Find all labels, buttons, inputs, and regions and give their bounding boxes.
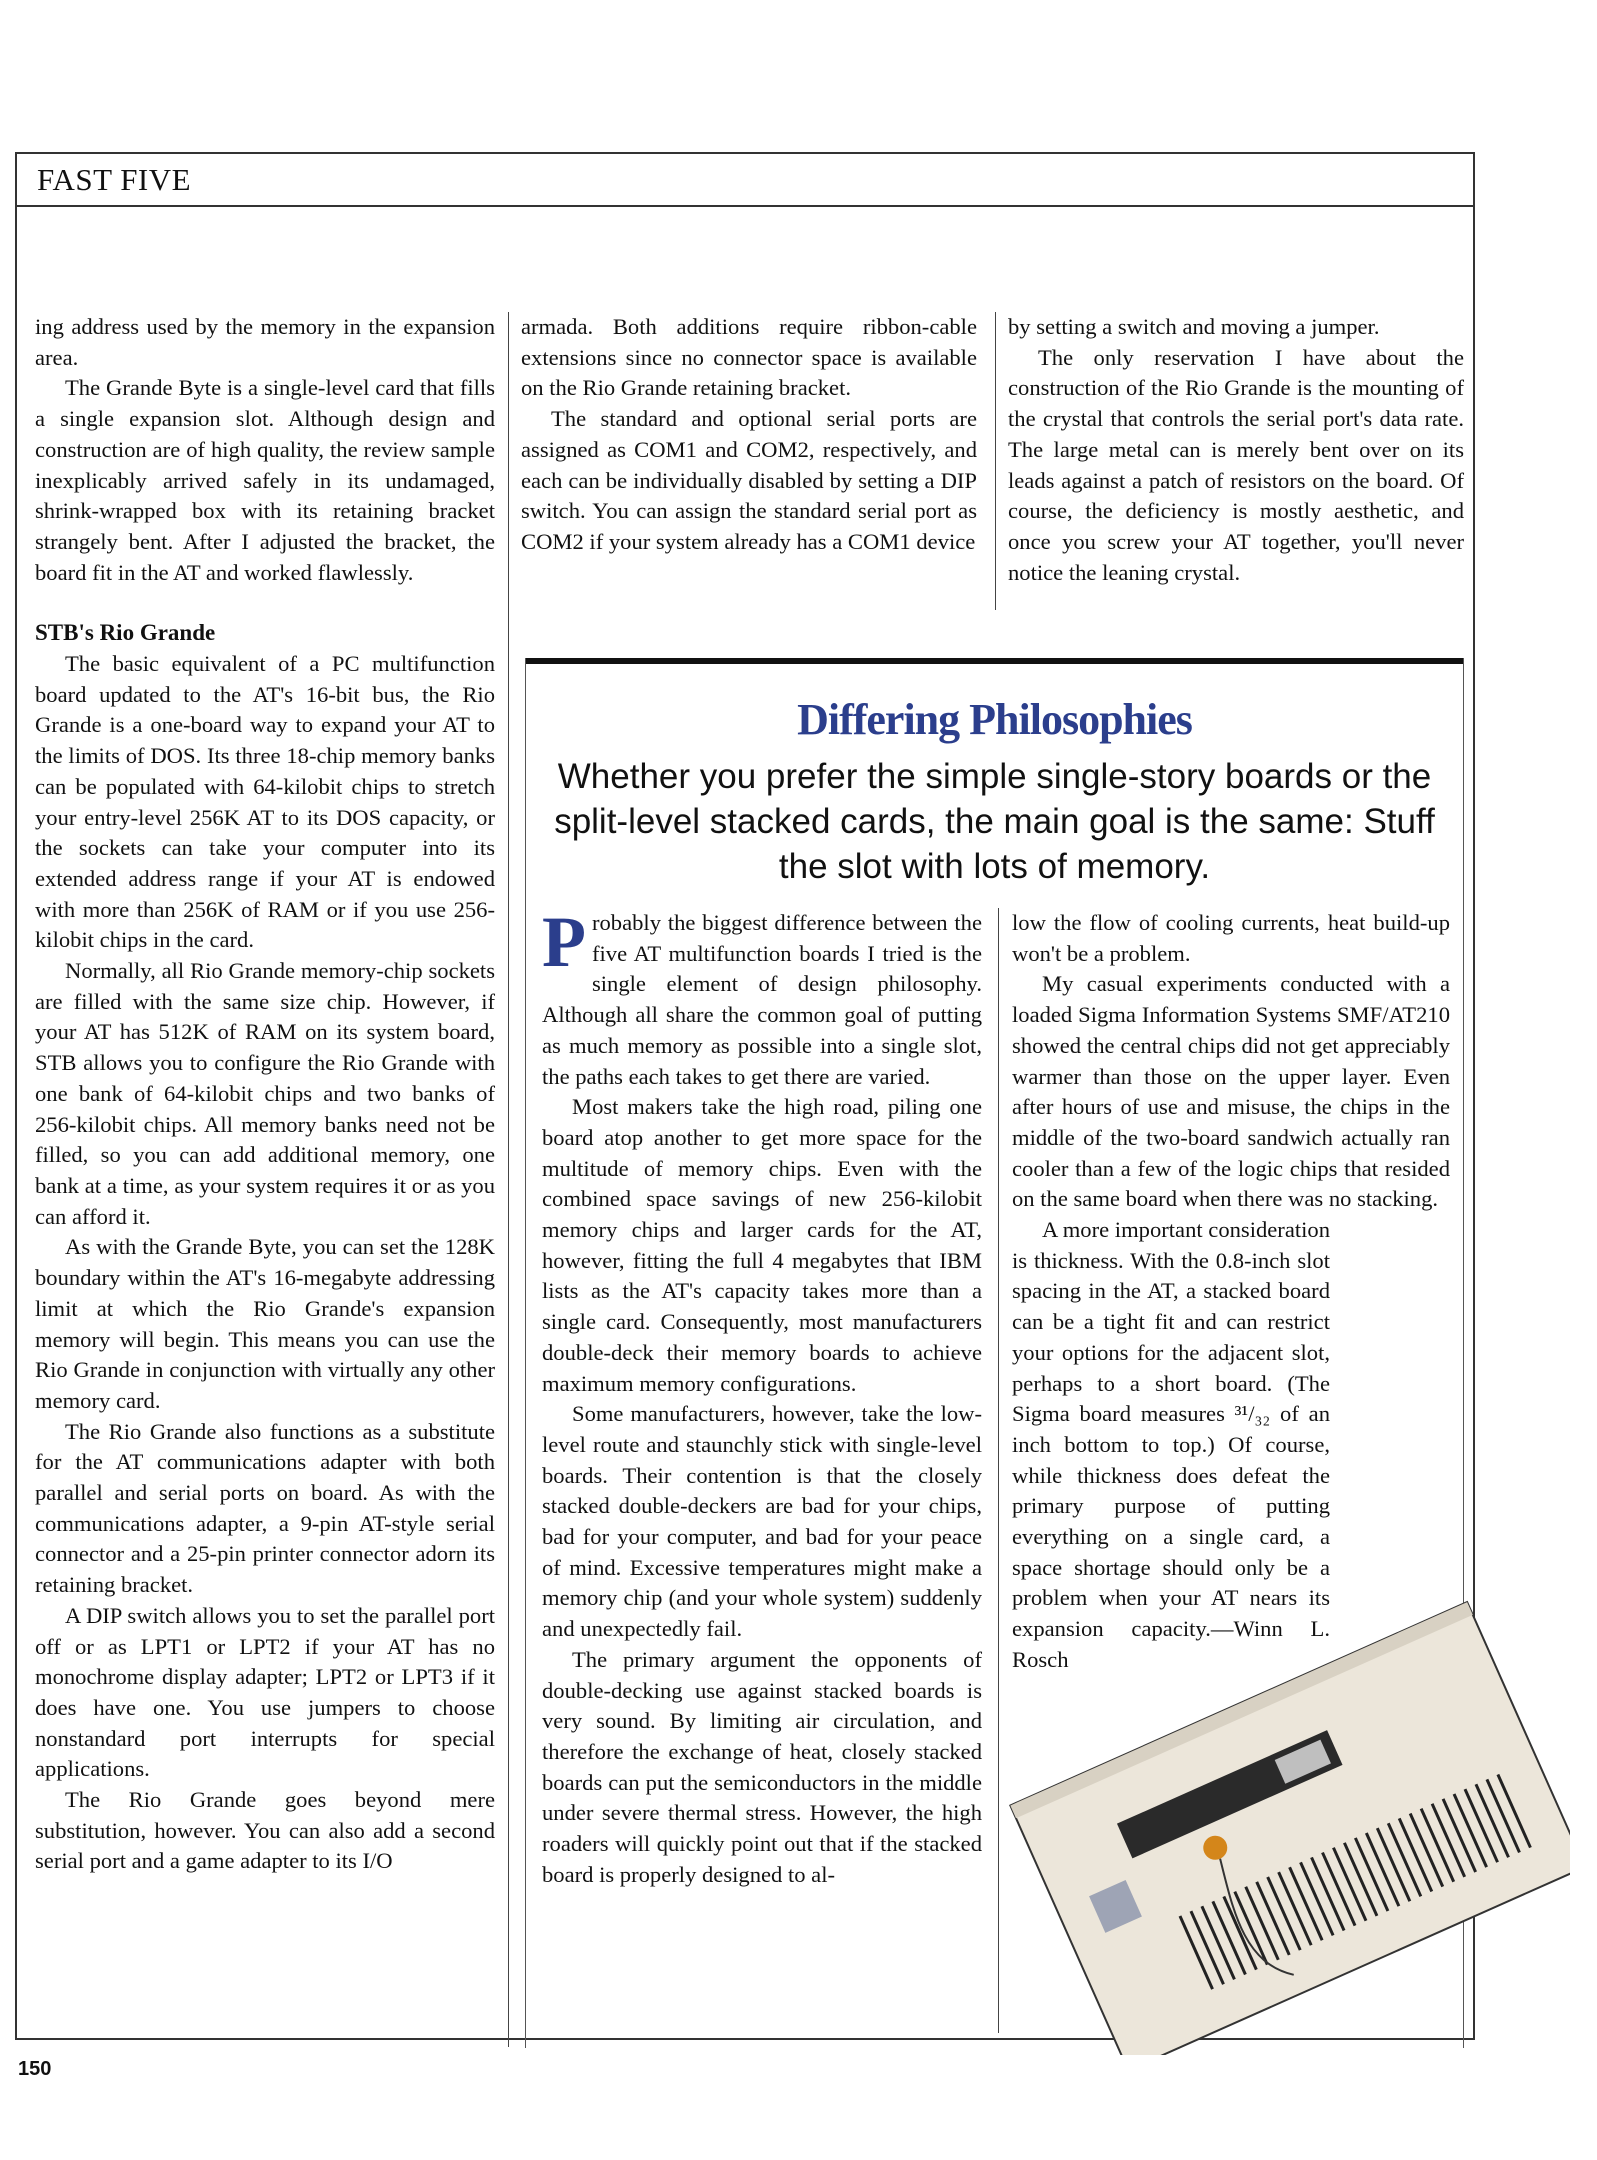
paragraph: As with the Grande Byte, you can set the 128K boundary within the AT's 16-megabyte addressing limit at which the Rio Grande's expansion memory will begin. This means you can use the Rio Grande in conjunction with virtually any other memory card. <box>35 1234 495 1413</box>
sidebar-column-1 <box>542 902 982 1891</box>
paragraph: The Rio Grande also functions as a substitute for the AT communications adapter with both parallel and serial ports on board. As with the communications adapter, a 9-pin AT-style serial connector and a 25-pin printer connector adorn its retaining bracket. <box>35 1418 495 1598</box>
column-rule-2 <box>995 312 996 610</box>
paragraph: The Rio Grande goes beyond mere substitution, however. You can also add a second serial port and a game adapter to its I/O <box>35 1787 495 1874</box>
at-chassis-photo <box>1000 1585 1570 2055</box>
paragraph-text: robably the biggest difference between the five AT multifunction boards I tried is the single element of design philosophy. Although all share the common goal of putting as much memory as possible into a single slot, the paths each takes to get there are varied. <box>542 910 982 1089</box>
paragraph: ing address used by the memory in the expansion area. <box>35 314 495 370</box>
section-header <box>15 152 1475 207</box>
paragraph: low the flow of cooling currents, heat build-up won't be a problem. <box>1012 910 1450 966</box>
paragraph: The Grande Byte is a single-level card that fills a single expansion slot. Although design and construction are of high quality, the review sample inexplicably arrived safely in its undamaged, shrink-wrapped box with its retaining bracket strangely bent. After I adjusted the bracket, the board fit in the AT and worked flawlessly. <box>35 375 495 585</box>
article-column-3 <box>1008 312 1464 588</box>
paragraph: Some manufacturers, however, take the low-level route and staunchly stick with single-level boards. Their contention is that the closely stacked double-deckers are bad for your chips, bad for your computer, and bad for your peace of mind. Excessive temperatures might make a memory chip (and your whole system) suddenly and unexpectedly fail. <box>542 1401 982 1642</box>
paragraph: Normally, all Rio Grande memory-chip sockets are filled with the same size chip. However, if your AT has 512K of RAM on its system board, STB allows you to configure the Rio Grande with one bank of 64-kilobit chips and two banks of 256-kilobit chips. All memory banks need not be filled, so you can add additional memory, one bank at a time, as your system requires it or as you can afford it. <box>35 958 495 1229</box>
paragraph: A DIP switch allows you to set the parallel port off or as LPT1 or LPT2 if your AT has no monochrome display adapter; LPT2 or LPT3 if it does have one. You use jumpers to choose nonstandard port interrupts for special applications. <box>35 1602 495 1782</box>
paragraph: My casual experiments conducted with a loaded Sigma Information Systems SMF/AT210 showed the central chips did not get appreciably warmer than those on the upper layer. Even after hours of use and misuse, the chips in the middle of the two-board sandwich actually ran cooler than a few of the logic chips that resided on the same board when there was no stacking. <box>1012 971 1450 1212</box>
paragraph: The primary argument the opponents of double-decking use against stacked boards is very sound. By limiting air circulation, and therefore the exchange of heat, closely stacked boards can put the semiconductors in the middle under severe thermal stress. However, the high roaders will quickly point out that if the stacked board is properly designed to al- <box>542 1646 982 1887</box>
paragraph <box>542 902 982 1092</box>
paragraph: by setting a switch and moving a jumper. <box>1008 314 1380 339</box>
column-rule-1 <box>508 312 509 2047</box>
sidebar-title: Differing Philosophies <box>797 695 1192 744</box>
sidebar-deck: Whether you prefer the simple single-story boards or the split-level stacked cards, the main goal is the same: Stuff the slot with lots of memory. <box>554 757 1435 886</box>
article-column-2 <box>521 312 977 558</box>
paragraph: Most makers take the high road, piling one board atop another to get more space for the multitude of memory chips. Even with the combined space savings of new 256-kilobit memory chips and larger cards for the AT, however, fitting the full 4 megabytes that IBM lists as the AT's capacity takes more than a single card. Consequently, most manufacturers double-deck their memory boards to achieve maximum memory configurations. <box>542 1094 982 1396</box>
paragraph: The standard and optional serial ports are assigned as COM1 and COM2, respectively, and each can be individually disabled by setting a DIP switch. You can assign the standard serial port as COM2 if your system already has a COM1 device <box>521 406 977 554</box>
sidebar-top-rule <box>526 658 1463 664</box>
paragraph: armada. Both additions require ribbon-cable extensions since no connector space is available on the Rio Grande retaining bracket. <box>521 314 977 401</box>
chassis-body <box>1010 1602 1570 2055</box>
paragraph: The basic equivalent of a PC multifunction board updated to the AT's 16-bit bus, the Rio Grande is a one-board way to expand your AT to the limits of DOS. Its three 18-chip memory banks can be populated with 64-kilobit chips to stretch your entry-level 256K AT to its DOS capacity, or the sockets can take your computer into its extended address range if your AT is endowed with more than 256K of RAM or if you use 256-kilobit chips in the card. <box>35 651 495 953</box>
article-column-1 <box>35 312 495 1877</box>
subhead-rio-grande: STB's Rio Grande <box>35 620 216 646</box>
paragraph: A more important consideration is thickness. With the 0.8-inch slot spacing in the AT, a stacked board can be a tight fit and can restrict your options for the adjacent slot, perhaps to a short board. (The Sigma board measures ³¹/₃₂ of an inch bottom to top.) Of course, while thickness does defeat the primary purpose of putting everything on a single card, a space shortage should only be a problem when your AT nears its expansion capacity.—Winn L. Rosch <box>1012 1217 1331 1672</box>
sidebar-column-rule <box>998 908 999 2033</box>
sidebar-column-2 <box>1012 908 1450 1676</box>
paragraph: The only reservation I have about the construction of the Rio Grande is the mounting of the crystal that controls the serial port's data rate. The large metal can is merely bent over on its leads against a patch of resistors on the board. Of course, the deficiency is mostly aesthetic, and once you screw your AT together, you'll never notice the leaning crystal. <box>1008 344 1464 585</box>
page-number: 150 <box>18 2058 52 2080</box>
section-label: FAST FIVE <box>37 162 192 197</box>
drop-cap: P <box>542 902 586 982</box>
